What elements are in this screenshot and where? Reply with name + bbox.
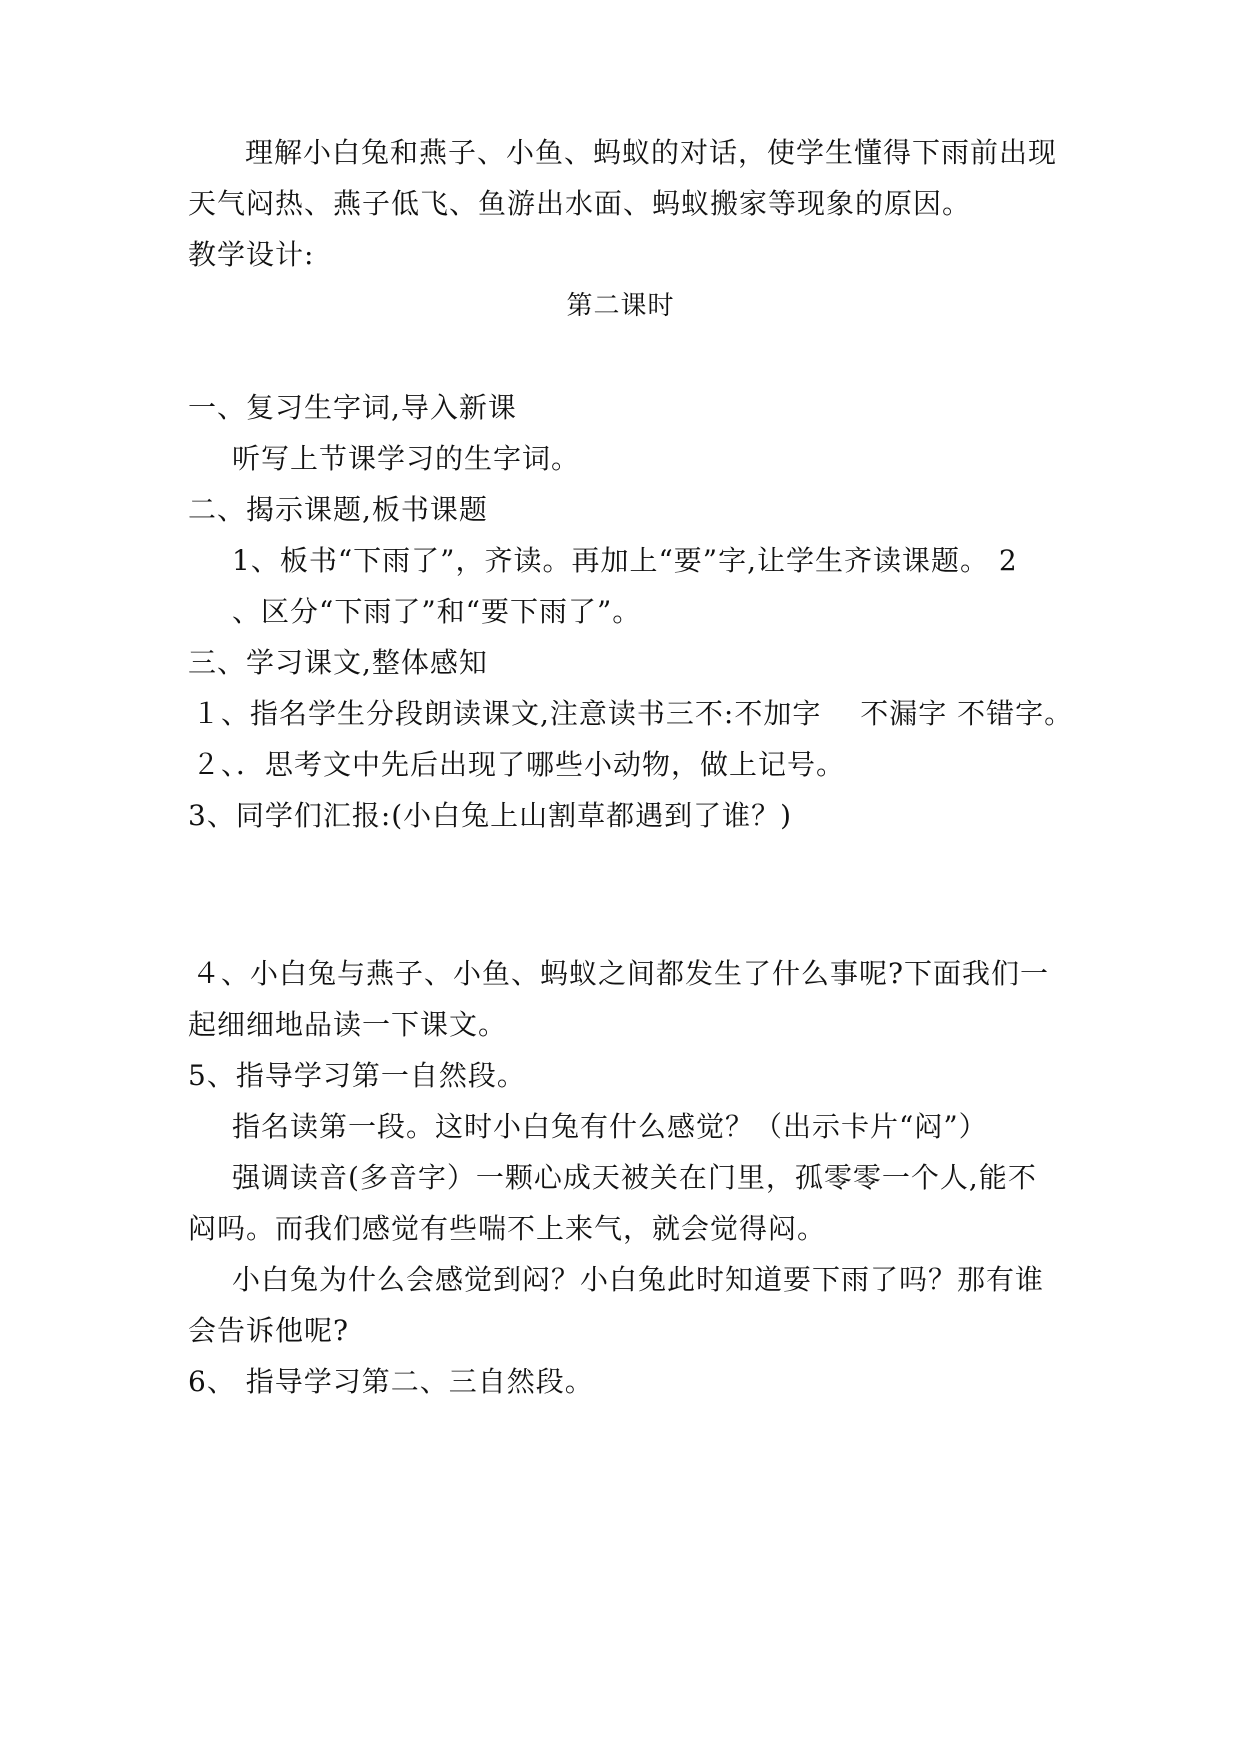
list-item-3: 3、同学们汇报:(小白兔上山割草都遇到了谁？) [188, 799, 793, 832]
section-2-item-2: 、区分“下雨了”和“要下雨了”。 [232, 595, 642, 628]
item-5-paragraph-2-line-2: 闷吗。而我们感觉有些喘不上来气，就会觉得闷。 [188, 1212, 827, 1245]
list-item-4-line-2: 起细细地品读一下课文。 [188, 1008, 508, 1041]
section-2-heading: 二、揭示课题,板书课题 [188, 493, 488, 526]
item-5-paragraph-3-line-2: 会告诉他呢? [188, 1314, 350, 1347]
item-5-paragraph-3-line-1: 小白兔为什么会感觉到闷？小白兔此时知道要下雨了吗？那有谁 [232, 1263, 1045, 1296]
section-3-heading: 三、学习课文,整体感知 [188, 646, 488, 679]
section-1-heading: 一、复习生字词,导入新课 [188, 391, 517, 424]
section-2-item-1: 1、板书“下雨了”，齐读。再加上“要”字,让学生齐读课题。 2 [232, 544, 1018, 577]
list-item-6: 6、 指导学习第二、三自然段。 [188, 1365, 594, 1398]
list-item-1: １、指名学生分段朗读课文,注意读书三不:不加字 不漏字 不错字。 [192, 697, 1074, 730]
section-1-item: 听写上节课学习的生字词。 [232, 442, 581, 475]
list-item-2: ２、．思考文中先后出现了哪些小动物，做上记号。 [192, 748, 846, 781]
objective-line-1: 理解小白兔和燕子、小鱼、蚂蚁的对话，使学生懂得下雨前出现 [245, 136, 1058, 169]
list-item-4-line-1: ４、小白兔与燕子、小鱼、蚂蚁之间都发生了什么事呢?下面我们一 [192, 957, 1050, 990]
objective-line-2: 天气闷热、燕子低飞、鱼游出水面、蚂蚁搬家等现象的原因。 [188, 187, 972, 220]
list-item-5: 5、指导学习第一自然段。 [188, 1059, 526, 1092]
design-label: 教学设计: [188, 238, 315, 271]
item-5-paragraph-2-line-1: 强调读音(多音字）一颗心成天被关在门里，孤零零一个人,能不 [232, 1161, 1037, 1194]
lesson-title: 第二课时 [566, 291, 675, 321]
item-5-paragraph-1: 指名读第一段。这时小白兔有什么感觉？（出示卡片“闷”） [232, 1110, 988, 1143]
